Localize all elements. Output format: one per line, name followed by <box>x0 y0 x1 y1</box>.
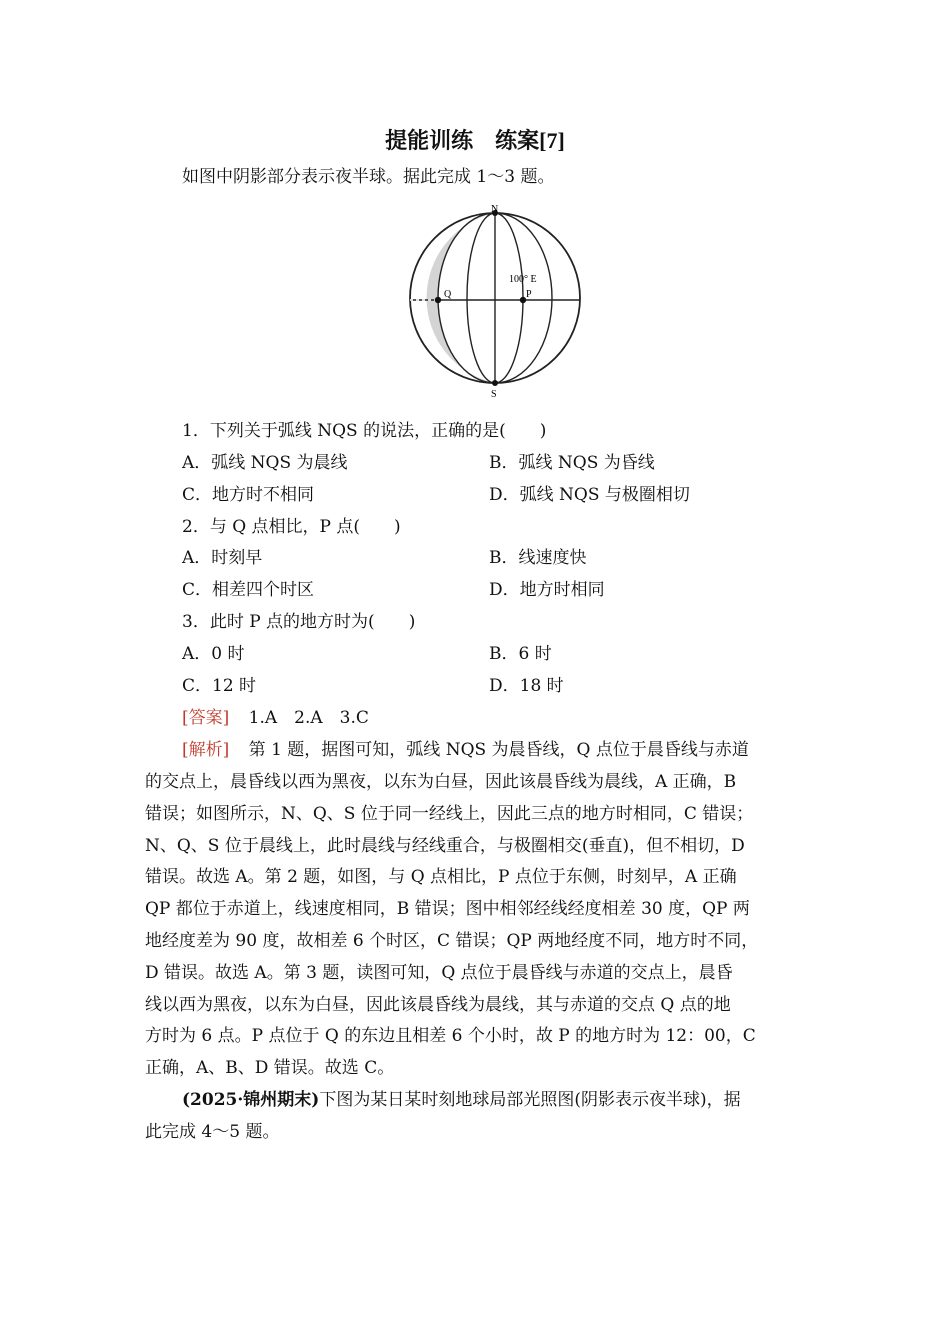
question-1-stem: 1．下列关于弧线 NQS 的说法，正确的是( ) <box>182 421 547 441</box>
next-intro-text: 下图为某日某时刻地球局部光照图(阴影表示夜半球)，据 <box>319 1090 741 1110</box>
label-longitude: 100° E <box>509 274 537 285</box>
globe-figure <box>405 200 585 400</box>
question-3-option-d: D．18 时 <box>489 676 564 696</box>
next-intro-line-2: 此完成 4～5 题。 <box>145 1122 280 1142</box>
label-p: P <box>526 289 532 300</box>
question-2-option-b: B．线速度快 <box>489 548 587 568</box>
question-2-option-d: D．地方时相同 <box>489 580 605 600</box>
question-3-option-a: A．0 时 <box>182 644 245 664</box>
next-intro-source: (2025·锦州期末) <box>182 1090 320 1110</box>
meridian-curve <box>495 213 523 383</box>
meridian-curve <box>467 213 495 383</box>
analysis-tag: [解析] <box>182 740 230 760</box>
analysis-line: N、Q、S 位于晨线上，此时晨线与经线重合，与极圈相交(垂直)，但不相切，D <box>145 836 745 856</box>
question-1-option-c: C．地方时不相同 <box>182 485 315 505</box>
analysis-line: D 错误。故选 A。第 3 题，读图可知，Q 点位于晨昏线与赤道的交点上，晨昏 <box>145 963 733 983</box>
question-3-stem: 3．此时 P 点的地方时为( ) <box>182 612 416 632</box>
answer-row <box>182 707 369 729</box>
analysis-line: 方时为 6 点。P 点位于 Q 的东边且相差 6 个小时，故 P 的地方时为 12：00，C <box>145 1026 756 1046</box>
analysis-line: 错误。故选 A。第 2 题，如图，与 Q 点相比，P 点位于东侧，时刻早，A 正确 <box>145 867 737 887</box>
point-q <box>435 297 441 303</box>
question-2-option-a: A．时刻早 <box>182 548 263 568</box>
analysis-first-line <box>182 739 749 761</box>
analysis-line: 第 1 题，据图可知，弧线 NQS 为晨昏线，Q 点位于晨昏线与赤道 <box>248 740 749 760</box>
analysis-line: QP 都位于赤道上，线速度相同，B 错误；图中相邻经线经度相差 30 度，QP 两 <box>145 899 750 919</box>
analysis-line: 线以西为黑夜，以东为白昼，因此该晨昏线为晨线，其与赤道的交点 Q 点的地 <box>145 995 731 1015</box>
intro-text: 如图中阴影部分表示夜半球。据此完成 1～3 题。 <box>182 167 555 187</box>
question-1-option-a: A．弧线 NQS 为晨线 <box>182 453 348 473</box>
next-intro-line-1 <box>182 1089 741 1111</box>
analysis-line: 地经度差为 90 度，故相差 6 个时区，C 错误；QP 两地经度不同，地方时不同， <box>145 931 759 951</box>
question-3-option-b: B．6 时 <box>489 644 552 664</box>
question-1-option-d: D．弧线 NQS 与极圈相切 <box>489 485 690 505</box>
point-s <box>492 380 498 386</box>
label-q: Q <box>444 289 452 300</box>
label-s: S <box>491 389 497 400</box>
question-1-option-b: B．弧线 NQS 为昏线 <box>489 453 655 473</box>
analysis-line: 错误；如图所示，N、Q、S 位于同一经线上，因此三点的地方时相同，C 错误； <box>145 804 754 824</box>
answer-tag: [答案] <box>182 708 230 728</box>
analysis-line: 的交点上，晨昏线以西为黑夜，以东为白昼，因此该晨昏线为晨线，A 正确，B <box>145 772 737 792</box>
question-2-stem: 2．与 Q 点相比，P 点( ) <box>182 517 401 537</box>
analysis-line: 正确，A、B、D 错误。故选 C。 <box>145 1058 395 1078</box>
answer-text: 1.A 2.A 3.C <box>248 708 369 728</box>
page-title: 提能训练 练案[7] <box>385 128 565 153</box>
question-2-option-c: C．相差四个时区 <box>182 580 315 600</box>
label-n: N <box>491 204 499 215</box>
question-3-option-c: C．12 时 <box>182 676 257 696</box>
